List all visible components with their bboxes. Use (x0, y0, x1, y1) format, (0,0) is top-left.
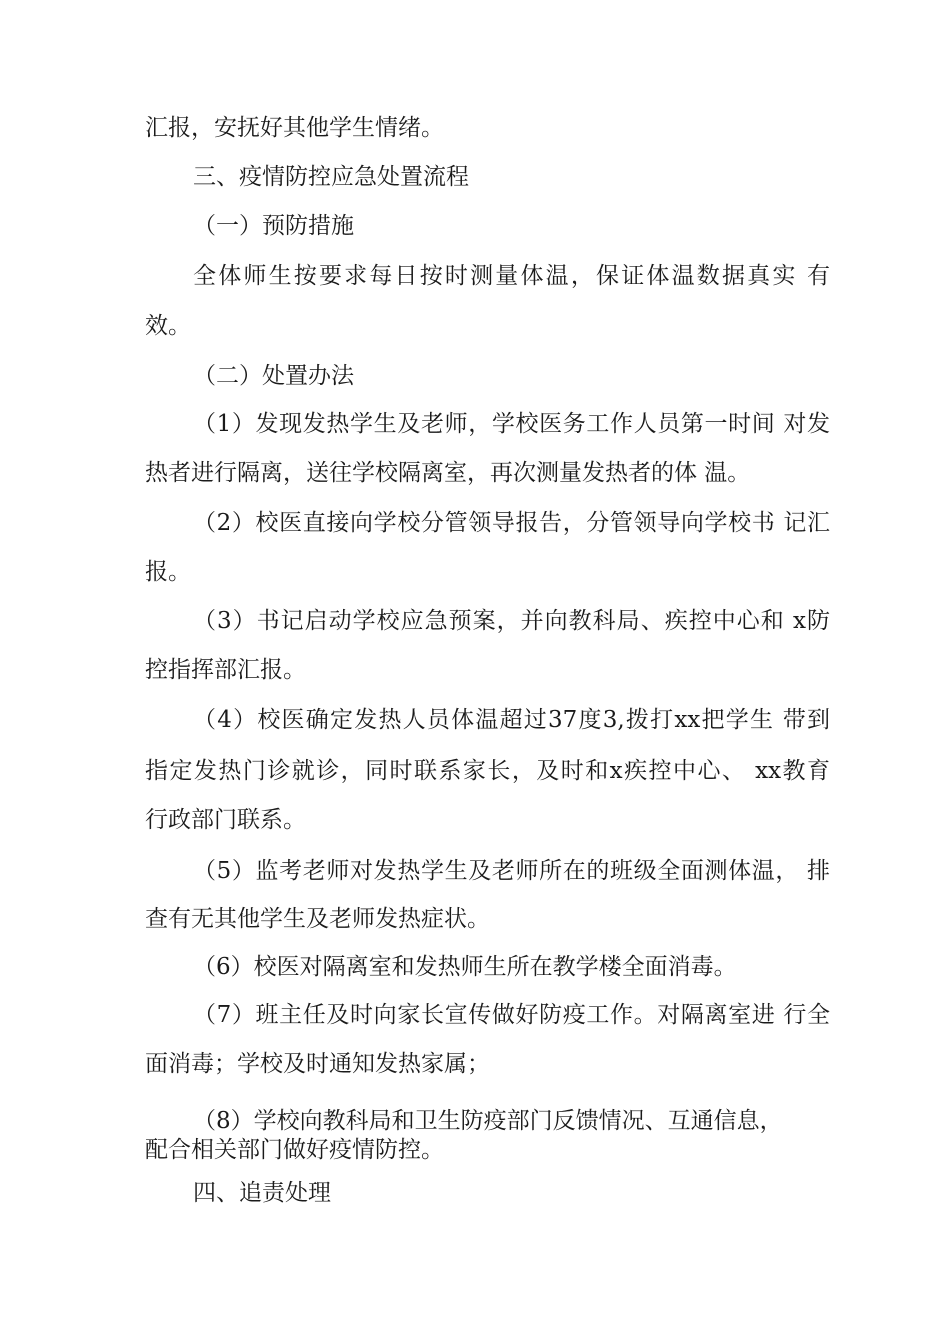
item-4-line-2: 指定发热门诊就诊，同时联系家长，及时和x疾控中心、 xx教育 (145, 758, 830, 784)
item-3-line-1: （3）书记启动学校应急预案，并向教科局、疾控中心和 x防 (193, 608, 830, 634)
item-1-line-1: （1）发现发热学生及老师，学校医务工作人员第一时间 对发 (193, 411, 830, 437)
item-1-line-2: 热者进行隔离，送往学校隔离室，再次测量发热者的体 温。 (145, 460, 751, 486)
paragraph-line-4: 全体师生按要求每日按时测量体温，保证体温数据真实 有 (193, 263, 830, 289)
item-8-line-2: 配合相关部门做好疫情防控。 (145, 1137, 444, 1163)
item-7-line-1: （7）班主任及时向家长宣传做好防疫工作。对隔离室进 行全 (193, 1002, 830, 1028)
item-8-line-1: （8）学校向教科局和卫生防疫部门反馈情况、互通信息， (193, 1108, 783, 1134)
paragraph-line-1: 汇报，安抚好其他学生情绪。 (145, 115, 444, 141)
item-5-line-1: （5）监考老师对发热学生及老师所在的班级全面测体温， 排 (193, 858, 830, 884)
subsection-heading-1: （一）预防措施 (193, 213, 354, 239)
section-heading-3: 三、疫情防控应急处置流程 (193, 164, 469, 190)
item-4-line-1: （4）校医确定发热人员体温超过37度3,拨打xx把学生 带到 (193, 707, 830, 733)
item-3-line-2: 控指挥部汇报。 (145, 657, 306, 683)
item-2-line-2: 报。 (145, 559, 191, 585)
item-4-line-3: 行政部门联系。 (145, 807, 306, 833)
section-heading-4: 四、追责处理 (193, 1180, 331, 1206)
item-6-line-1: （6）校医对隔离室和发热师生所在教学楼全面消毒。 (193, 954, 737, 980)
item-7-line-2: 面消毒；学校及时通知发热家属； (145, 1051, 490, 1077)
subsection-heading-2: （二）处置办法 (193, 363, 354, 389)
paragraph-line-5: 效。 (145, 313, 191, 339)
item-2-line-1: （2）校医直接向学校分管领导报告，分管领导向学校书 记汇 (193, 510, 830, 536)
item-5-line-2: 查有无其他学生及老师发热症状。 (145, 906, 490, 932)
